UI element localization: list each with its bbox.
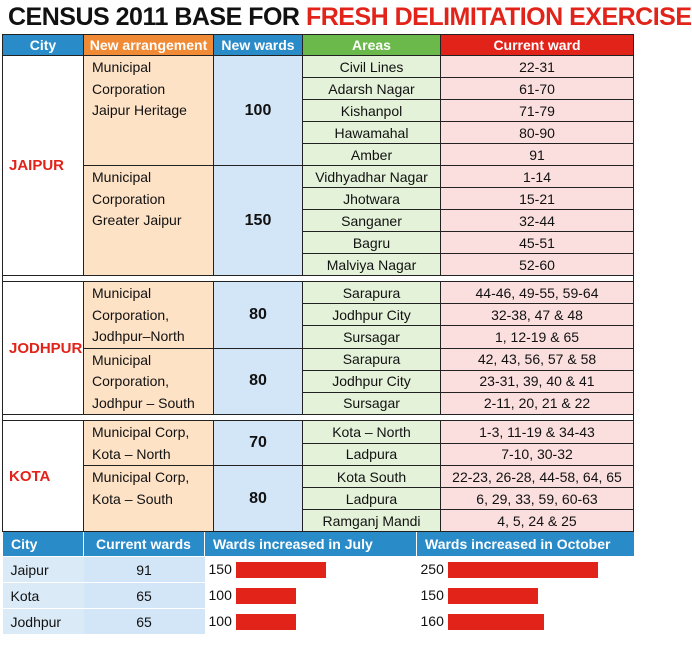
area-name: Sanganer (303, 210, 441, 232)
table-row (3, 466, 634, 488)
current-ward-range: 4, 5, 24 & 25 (441, 510, 634, 532)
current-ward-range: 6, 29, 33, 59, 60-63 (441, 488, 634, 510)
summary-october-cell (417, 583, 634, 609)
corporation-name-line: Corporation (92, 190, 166, 207)
current-ward-range: 7-10, 30-32 (441, 443, 634, 466)
area-name: Civil Lines (303, 56, 441, 78)
new-wards-value: 80 (214, 466, 303, 532)
summary-current-wards: 91 (84, 557, 205, 583)
city-name: JAIPUR (3, 56, 84, 276)
corporation-name-line: Jaipur Heritage (92, 102, 187, 118)
corporation-name (84, 56, 214, 166)
corporation-name-line: Municipal (92, 59, 152, 75)
summary-july-value: 100 (208, 586, 232, 603)
page-title (0, 0, 692, 34)
summary-july-bar (236, 588, 296, 604)
current-ward-range: 61-70 (441, 78, 634, 100)
area-name: Jodhpur City (303, 304, 441, 326)
header-new-arrangement: New arrangement (84, 35, 214, 56)
summary-october-bar (448, 562, 598, 578)
area-name: Ramganj Mandi (303, 510, 441, 532)
summary-july-bar (236, 614, 296, 630)
summary-october-value: 160 (420, 612, 444, 629)
summary-october-bar (448, 614, 544, 630)
city-name: JODHPUR (3, 282, 84, 415)
summary-row (3, 609, 634, 635)
city-name: KOTA (3, 421, 84, 532)
corporation-name-line: Corporation, (92, 306, 170, 323)
summary-header-row (3, 532, 634, 557)
summary-july-cell (205, 609, 417, 635)
summary-july-cell (205, 557, 417, 583)
area-name: Vidhyadhar Nagar (303, 166, 441, 188)
header-current-ward: Current ward (441, 35, 634, 56)
current-ward-range: 32-44 (441, 210, 634, 232)
header-new-wards: New wards (214, 35, 303, 56)
summary-october-value: 150 (420, 586, 444, 603)
current-ward-range: 91 (441, 144, 634, 166)
current-ward-range: 44-46, 49-55, 59-64 (441, 282, 634, 304)
summary-october-value: 250 (420, 560, 444, 577)
corporation-name-line: Kota – South (92, 490, 173, 507)
header-areas: Areas (303, 35, 441, 56)
corporation-name-line: Greater Jaipur (92, 212, 182, 228)
table-header-row (3, 35, 634, 56)
area-name: Sursagar (303, 326, 441, 348)
corporation-name-line: Municipal (92, 169, 152, 185)
summary-october-bar (448, 588, 538, 604)
area-name: Amber (303, 144, 441, 166)
corporation-name-line: Corporation, (92, 373, 170, 389)
summary-table (2, 532, 634, 634)
table-row (3, 421, 634, 444)
area-name: Bagru (303, 232, 441, 254)
area-name: Kota – North (303, 421, 441, 444)
table-row (3, 282, 634, 304)
summary-july-cell (205, 583, 417, 609)
current-ward-range: 42, 43, 56, 57 & 58 (441, 348, 634, 370)
area-name: Ladpura (303, 488, 441, 510)
area-name: Hawamahal (303, 122, 441, 144)
summary-row (3, 583, 634, 609)
corporation-name-line: Municipal Corp, (92, 424, 190, 440)
area-name: Jhotwara (303, 188, 441, 210)
area-name: Sarapura (303, 348, 441, 370)
area-name: Kishanpol (303, 100, 441, 122)
corporation-name (84, 282, 214, 349)
current-ward-range: 15-21 (441, 188, 634, 210)
corporation-name (84, 166, 214, 276)
area-name: Sarapura (303, 282, 441, 304)
table-row (3, 348, 634, 370)
title-part-1: CENSUS 2011 BASE FOR (8, 3, 306, 31)
area-name: Ladpura (303, 443, 441, 466)
table-row (3, 56, 634, 78)
corporation-name-line: Jodhpur–North (92, 328, 185, 344)
current-ward-range: 71-79 (441, 100, 634, 122)
new-wards-value: 80 (214, 348, 303, 415)
corporation-name (84, 348, 214, 415)
current-ward-range: 2-11, 20, 21 & 22 (441, 392, 634, 414)
area-name: Sursagar (303, 392, 441, 414)
area-name: Malviya Nagar (303, 254, 441, 276)
delimitation-table (2, 34, 634, 532)
corporation-name (84, 466, 214, 532)
current-ward-range: 45-51 (441, 232, 634, 254)
summary-row (3, 557, 634, 583)
summary-july-value: 150 (208, 560, 232, 577)
current-ward-range: 1-14 (441, 166, 634, 188)
summary-header-july: Wards increased in July (205, 532, 417, 557)
summary-header-current: Current wards (84, 532, 205, 557)
area-name: Adarsh Nagar (303, 78, 441, 100)
area-name: Jodhpur City (303, 370, 441, 392)
summary-october-cell (417, 557, 634, 583)
summary-current-wards: 65 (84, 583, 205, 609)
corporation-name-line: Kota – North (92, 445, 171, 462)
current-ward-range: 52-60 (441, 254, 634, 276)
new-wards-value: 80 (214, 282, 303, 349)
current-ward-range: 22-23, 26-28, 44-58, 64, 65 (441, 466, 634, 488)
corporation-name-line: Corporation (92, 80, 166, 97)
corporation-name-line: Municipal (92, 351, 152, 368)
summary-city: Jodhpur (3, 609, 84, 635)
summary-city: Jaipur (3, 557, 84, 583)
summary-header-october: Wards increased in October (417, 532, 634, 557)
corporation-name-line: Jodhpur – South (92, 394, 195, 411)
header-city: City (3, 35, 84, 56)
table-row (3, 166, 634, 188)
summary-october-cell (417, 609, 634, 635)
area-name: Kota South (303, 466, 441, 488)
new-wards-value: 70 (214, 421, 303, 466)
corporation-name-line: Municipal Corp, (92, 469, 190, 485)
summary-header-city: City (3, 532, 84, 557)
summary-july-value: 100 (208, 612, 232, 629)
summary-july-bar (236, 562, 326, 578)
summary-current-wards: 65 (84, 609, 205, 635)
corporation-name-line: Municipal (92, 285, 152, 301)
new-wards-value: 100 (214, 56, 303, 166)
current-ward-range: 1-3, 11-19 & 34-43 (441, 421, 634, 444)
current-ward-range: 23-31, 39, 40 & 41 (441, 370, 634, 392)
title-part-2: FRESH DELIMITATION EXERCISE (305, 3, 692, 31)
current-ward-range: 22-31 (441, 56, 634, 78)
current-ward-range: 80-90 (441, 122, 634, 144)
current-ward-range: 1, 12-19 & 65 (441, 326, 634, 348)
summary-city: Kota (3, 583, 84, 609)
new-wards-value: 150 (214, 166, 303, 276)
current-ward-range: 32-38, 47 & 48 (441, 304, 634, 326)
corporation-name (84, 421, 214, 466)
